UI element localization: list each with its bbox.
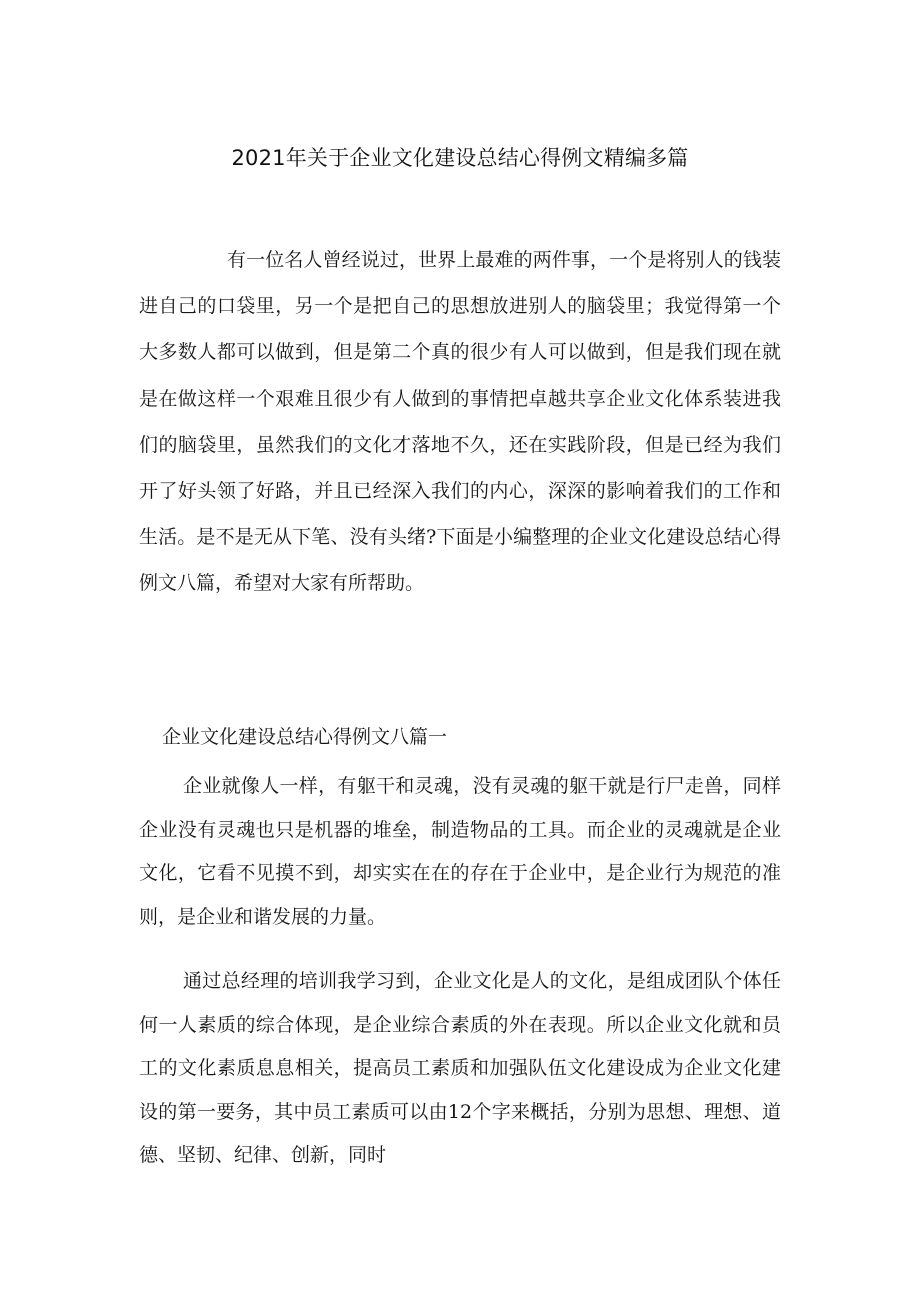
- body-paragraph-1: 企业就像人一样，有躯干和灵魂，没有灵魂的躯干就是行尸走兽，同样企业没有灵魂也只是机器的堆垒，制造物品的工具。而企业的灵魂就是企业文化，它看不见摸不到，却实实在在的存在于企业中，是企业行为规范的准则，是企业和谐发展的力量。: [139, 775, 781, 928]
- body-paragraph-2: 通过总经理的培训我学习到，企业文化是人的文化，是组成团队个体任何一人素质的综合体现，是企业综合素质的外在表现。所以企业文化就和员工的文化素质息息相关，提高员工素质和加强队伍文化建设成为企业文化建设的第一要务，其中员工素质可以由12个字来概括，分别为思想、理想、道德、坚韧、纪律、创新，同时: [139, 970, 781, 1166]
- section-heading: 企业文化建设总结心得例文八篇一: [162, 726, 448, 748]
- document-title: 2021年关于企业文化建设总结心得例文精编多篇: [231, 146, 689, 170]
- intro-paragraph: 有一位名人曾经说过，世界上最难的两件事，一个是将别人的钱装进自己的口袋里，另一个是把自己的思想放进别人的脑袋里；我觉得第一个大多数人都可以做到，但是第二个真的很少有人可以做到，但是我们现在就是在做这样一个艰难且很少有人做到的事情把卓越共享企业文化体系装进我们的脑袋里，虽然我们的文化才落地不久，还在实践阶段，但是已经为我们开了好头领了好路，并且已经深入我们的内心，深深的影响着我们的工作和生活。是不是无从下笔、没有头绪?下面是小编整理的企业文化建设总结心得例文八篇，希望对大家有所帮助。: [139, 249, 781, 595]
